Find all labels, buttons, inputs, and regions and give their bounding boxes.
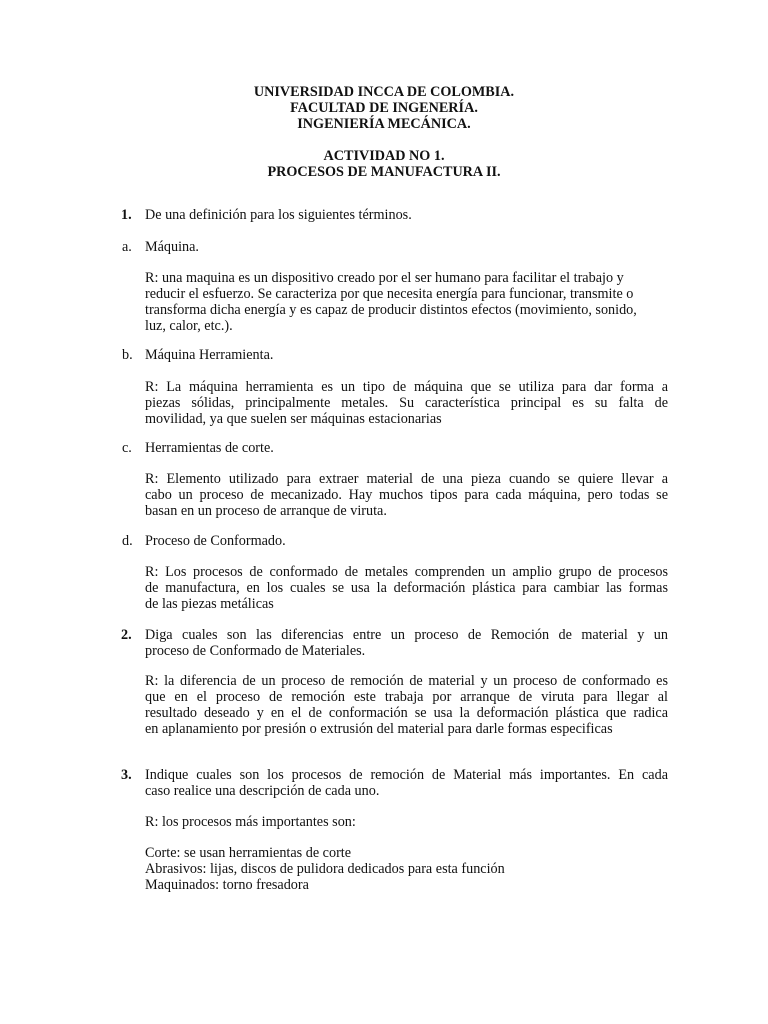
question-answer [145,673,668,737]
question-text: De una definición para los siguientes términos. [145,207,412,223]
answer-line: R: Los procesos de conformado de metales comprenden un amplio grupo de procesos [145,564,668,580]
question-line: Diga cuales son las diferencias entre un proceso de Remoción de material y un [145,627,668,643]
answer-line: en aplanamiento por presión o extrusión del material para darle formas especificas [145,721,613,737]
question-text [145,627,668,659]
answer-line: movilidad, ya que suelen ser máquinas estacionarias [145,411,442,427]
question-line: caso realice una descripción de cada uno. [145,783,380,799]
term-answer [145,564,668,612]
program-title: INGENIERÍA MECÁNICA. [297,116,471,132]
term-label: Herramientas de corte. [145,440,274,456]
document-header [0,84,768,180]
item-letter: d. [122,533,133,549]
question-number: 1. [121,207,132,223]
answer-line: basan en un proceso de arranque de viruta. [145,503,387,519]
term-answer [145,471,668,519]
answer-line: reducir el esfuerzo. Se caracteriza por que necesita energía para funcionar, transmite o [145,286,634,302]
term-label: Máquina. [145,239,199,255]
list-item: Maquinados: torno fresadora [145,877,309,893]
activity-title: ACTIVIDAD NO 1. [323,148,445,164]
question-text [145,767,668,799]
answer-line: de manufactura, en los cuales se usa la deformación plástica para cambiar las formas [145,580,668,596]
item-letter: c. [122,440,132,456]
item-letter: b. [122,347,133,363]
answer-line: R: Elemento utilizado para extraer material de una pieza cuando se quiere llevar a [145,471,668,487]
answer-line: piezas sólidas, principalmente metales. Su característica principal es su falta de [145,395,668,411]
list-item: Abrasivos: lijas, discos de pulidora dedicados para esta función [145,861,505,877]
course-title: PROCESOS DE MANUFACTURA II. [267,164,501,180]
term-answer [145,270,668,334]
answer-line: R: La máquina herramienta es un tipo de máquina que se utiliza para dar forma a [145,379,668,395]
answer-line: cabo un proceso de mecanizado. Hay muchos tipos para cada máquina, pero todas se [145,487,668,503]
term-label: Proceso de Conformado. [145,533,286,549]
answer-line: que en el proceso de remoción este trabaja por arranque de viruta para llegar al [145,689,668,705]
question-line: proceso de Conformado de Materiales. [145,643,366,659]
process-list [145,845,668,893]
university-title: UNIVERSIDAD INCCA DE COLOMBIA. [253,84,515,100]
list-item: Corte: se usan herramientas de corte [145,845,352,861]
term-label: Máquina Herramienta. [145,347,274,363]
answer-intro: R: los procesos más importantes son: [145,814,356,830]
item-letter: a. [122,239,132,255]
question-line: Indique cuales son los procesos de remoción de Material más importantes. En cada [145,767,668,783]
answer-line: R: la diferencia de un proceso de remoción de material y un proceso de conformado es [145,673,668,689]
answer-line: luz, calor, etc.). [145,318,233,334]
faculty-title: FACULTAD DE INGENERÍA. [290,100,478,116]
term-answer [145,379,668,427]
question-number: 3. [121,767,132,783]
answer-line: de las piezas metálicas [145,596,274,612]
question-number: 2. [121,627,132,643]
answer-line: transforma dicha energía y es capaz de producir distintos efectos (movimiento, sonido, [145,302,637,318]
answer-line: R: una maquina es un dispositivo creado por el ser humano para facilitar el trabajo y [145,270,624,286]
answer-line: resultado deseado y en el de conformación se usa la deformación plástica que radica [145,705,668,721]
